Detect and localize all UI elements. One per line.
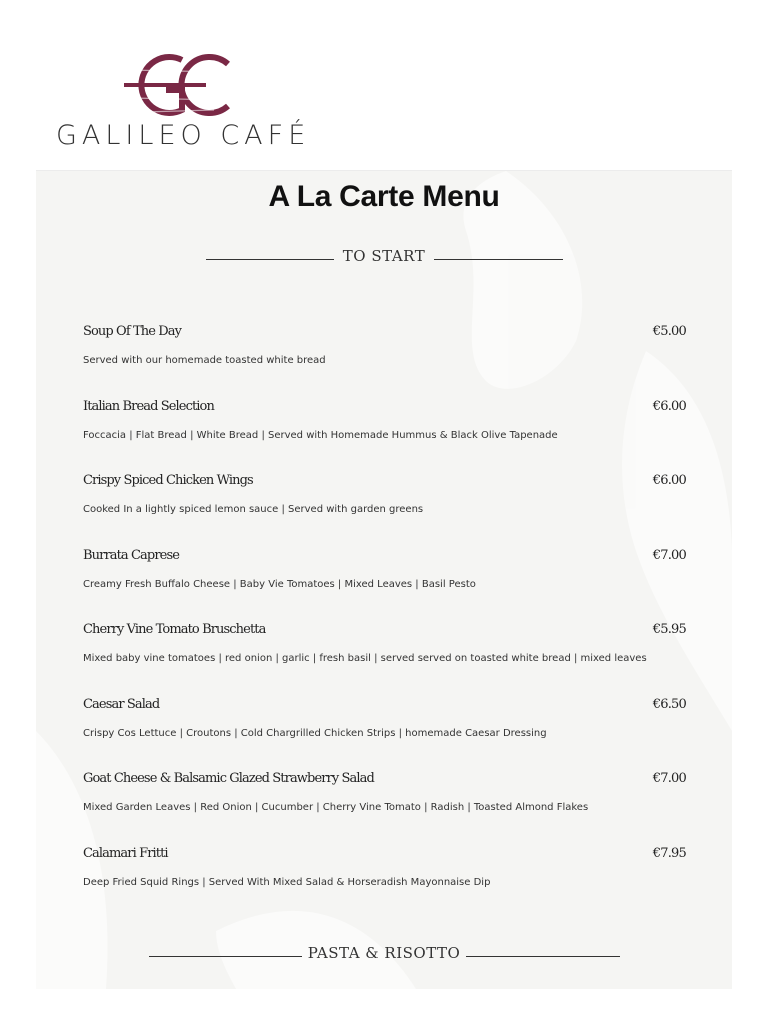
item-price: €5.95 (652, 622, 686, 637)
item-description: Cooked In a lightly spiced lemon sauce | Served with garden greens (83, 504, 424, 515)
menu-item (83, 473, 689, 533)
menu-item (83, 399, 689, 459)
menu-item (83, 622, 689, 682)
item-price: €5.00 (652, 324, 686, 339)
item-name: Cherry Vine Tomato Bruschetta (83, 622, 266, 637)
brand-logo (56, 50, 311, 154)
item-description: Mixed Garden Leaves | Red Onion | Cucumber | Cherry Vine Tomato | Radish | Toasted Almond Flakes (83, 802, 589, 813)
item-price: €7.00 (652, 548, 686, 563)
item-description: Deep Fried Squid Rings | Served With Mixed Salad & Horseradish Mayonnaise Dip (83, 877, 491, 888)
menu-item (83, 324, 689, 384)
item-price: €7.00 (652, 771, 686, 786)
menu-title: A La Carte Menu (268, 180, 500, 213)
menu-item (83, 771, 689, 831)
menu-item (83, 697, 689, 757)
item-name: Calamari Fritti (83, 846, 168, 861)
brand-name: GALILEO CAFÉ (56, 120, 311, 151)
item-price: €6.00 (652, 473, 686, 488)
menu-item (83, 548, 689, 608)
item-name: Italian Bread Selection (83, 399, 214, 414)
divider-line (434, 259, 563, 260)
section-label: PASTA & RISOTTO (307, 944, 461, 962)
section-heading-to-start (0, 247, 768, 271)
item-name: Soup Of The Day (83, 324, 182, 339)
item-description: Creamy Fresh Buffalo Cheese | Baby Vie Tomatoes | Mixed Leaves | Basil Pesto (83, 579, 476, 590)
divider-line (466, 956, 620, 957)
item-name: Goat Cheese & Balsamic Glazed Strawberry Salad (83, 771, 374, 786)
gc-monogram-icon (124, 50, 234, 120)
item-description: Mixed baby vine tomatoes | red onion | garlic | fresh basil | served served on toasted white bread | mixed leaves (83, 653, 647, 664)
item-description: Crispy Cos Lettuce | Croutons | Cold Chargrilled Chicken Strips | homemade Caesar Dressing (83, 728, 547, 739)
item-name: Burrata Caprese (83, 548, 180, 563)
item-price: €6.00 (652, 399, 686, 414)
item-name: Crispy Spiced Chicken Wings (83, 473, 253, 488)
menu-item (83, 846, 689, 906)
item-price: €6.50 (652, 697, 686, 712)
item-description: Served with our homemade toasted white bread (83, 355, 326, 366)
item-name: Caesar Salad (83, 697, 160, 712)
item-price: €7.95 (652, 846, 686, 861)
item-description: Foccacia | Flat Bread | White Bread | Served with Homemade Hummus & Black Olive Tapenade (83, 430, 558, 441)
section-label: TO START (342, 247, 426, 265)
section-heading-pasta-risotto (0, 944, 768, 968)
